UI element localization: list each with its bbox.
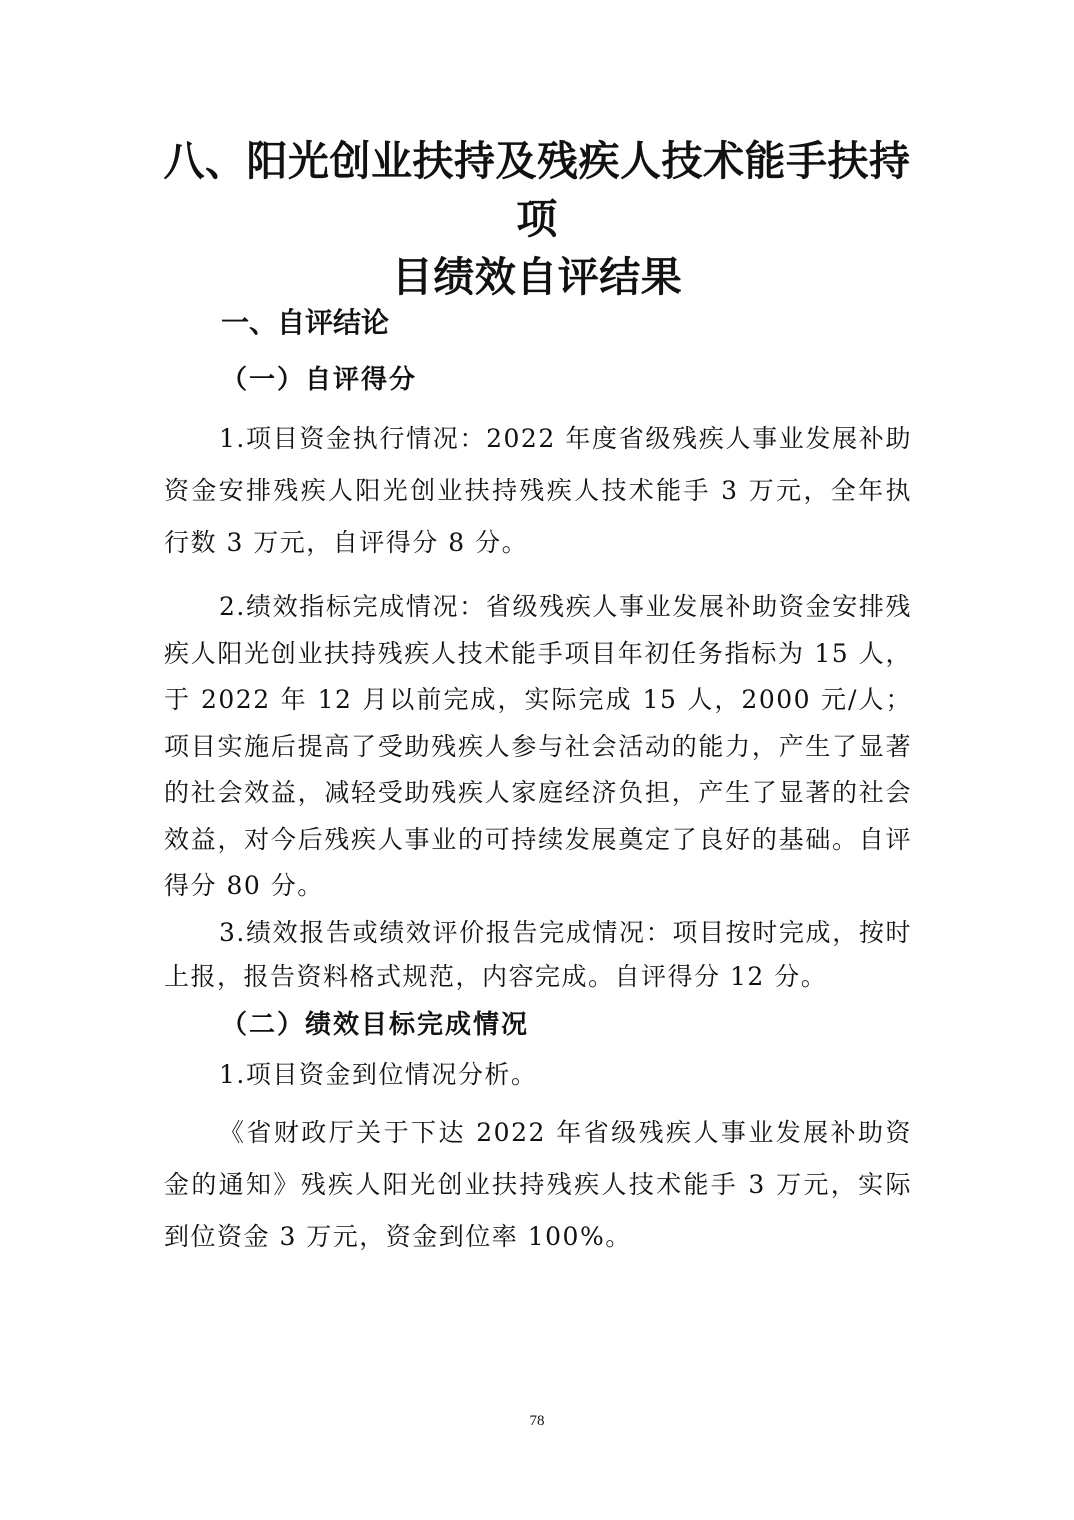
page-title [150,132,924,306]
subsection-heading-score: （一）自评得分 [221,365,418,395]
paragraph-indicator-completion: 2.绩效指标完成情况：省级残疾人事业发展补助资金安排残疾人阳光创业扶持残疾人技术能手项目年初任务指标为 15 人，于 2022 年 12 月以前完成，实际完成 15 人，2000 元/人；项目实施后提高了受助残疾人参与社会活动的能力，产生了显著的社会效益，减轻受助残疾人家庭经济负担，产生了显著的社会效益，对今后残疾人事业的可持续发展奠定了良好的基础。自评得分 80 分。 [164,592,912,900]
page-number: 78 [529,1413,545,1429]
title-line-2: 目绩效自评结果 [391,253,683,301]
paragraph-report-completion: 3.绩效报告或绩效评价报告完成情况：项目按时完成，按时上报，报告资料格式规范，内容完成。自评得分 12 分。 [164,918,912,991]
subsection-heading-goals: （二）绩效目标完成情况 [221,1010,530,1040]
title-line-1: 八、阳光创业扶持及残疾人技术能手扶持项 [163,137,911,243]
paragraph-fund-execution: 1.项目资金执行情况：2022 年度省级残疾人事业发展补助资金安排残疾人阳光创业扶持残疾人技术能手 3 万元，全年执行数 3 万元，自评得分 8 分。 [164,424,912,557]
paragraph-fund-arrival-heading: 1.项目资金到位情况分析。 [219,1060,538,1089]
paragraph-fund-arrival: 《省财政厅关于下达 2022 年省级残疾人事业发展补助资金的通知》残疾人阳光创业扶持残疾人技术能手 3 万元，实际到位资金 3 万元，资金到位率 100%。 [164,1118,912,1251]
section-heading-conclusion: 一、自评结论 [221,306,390,339]
